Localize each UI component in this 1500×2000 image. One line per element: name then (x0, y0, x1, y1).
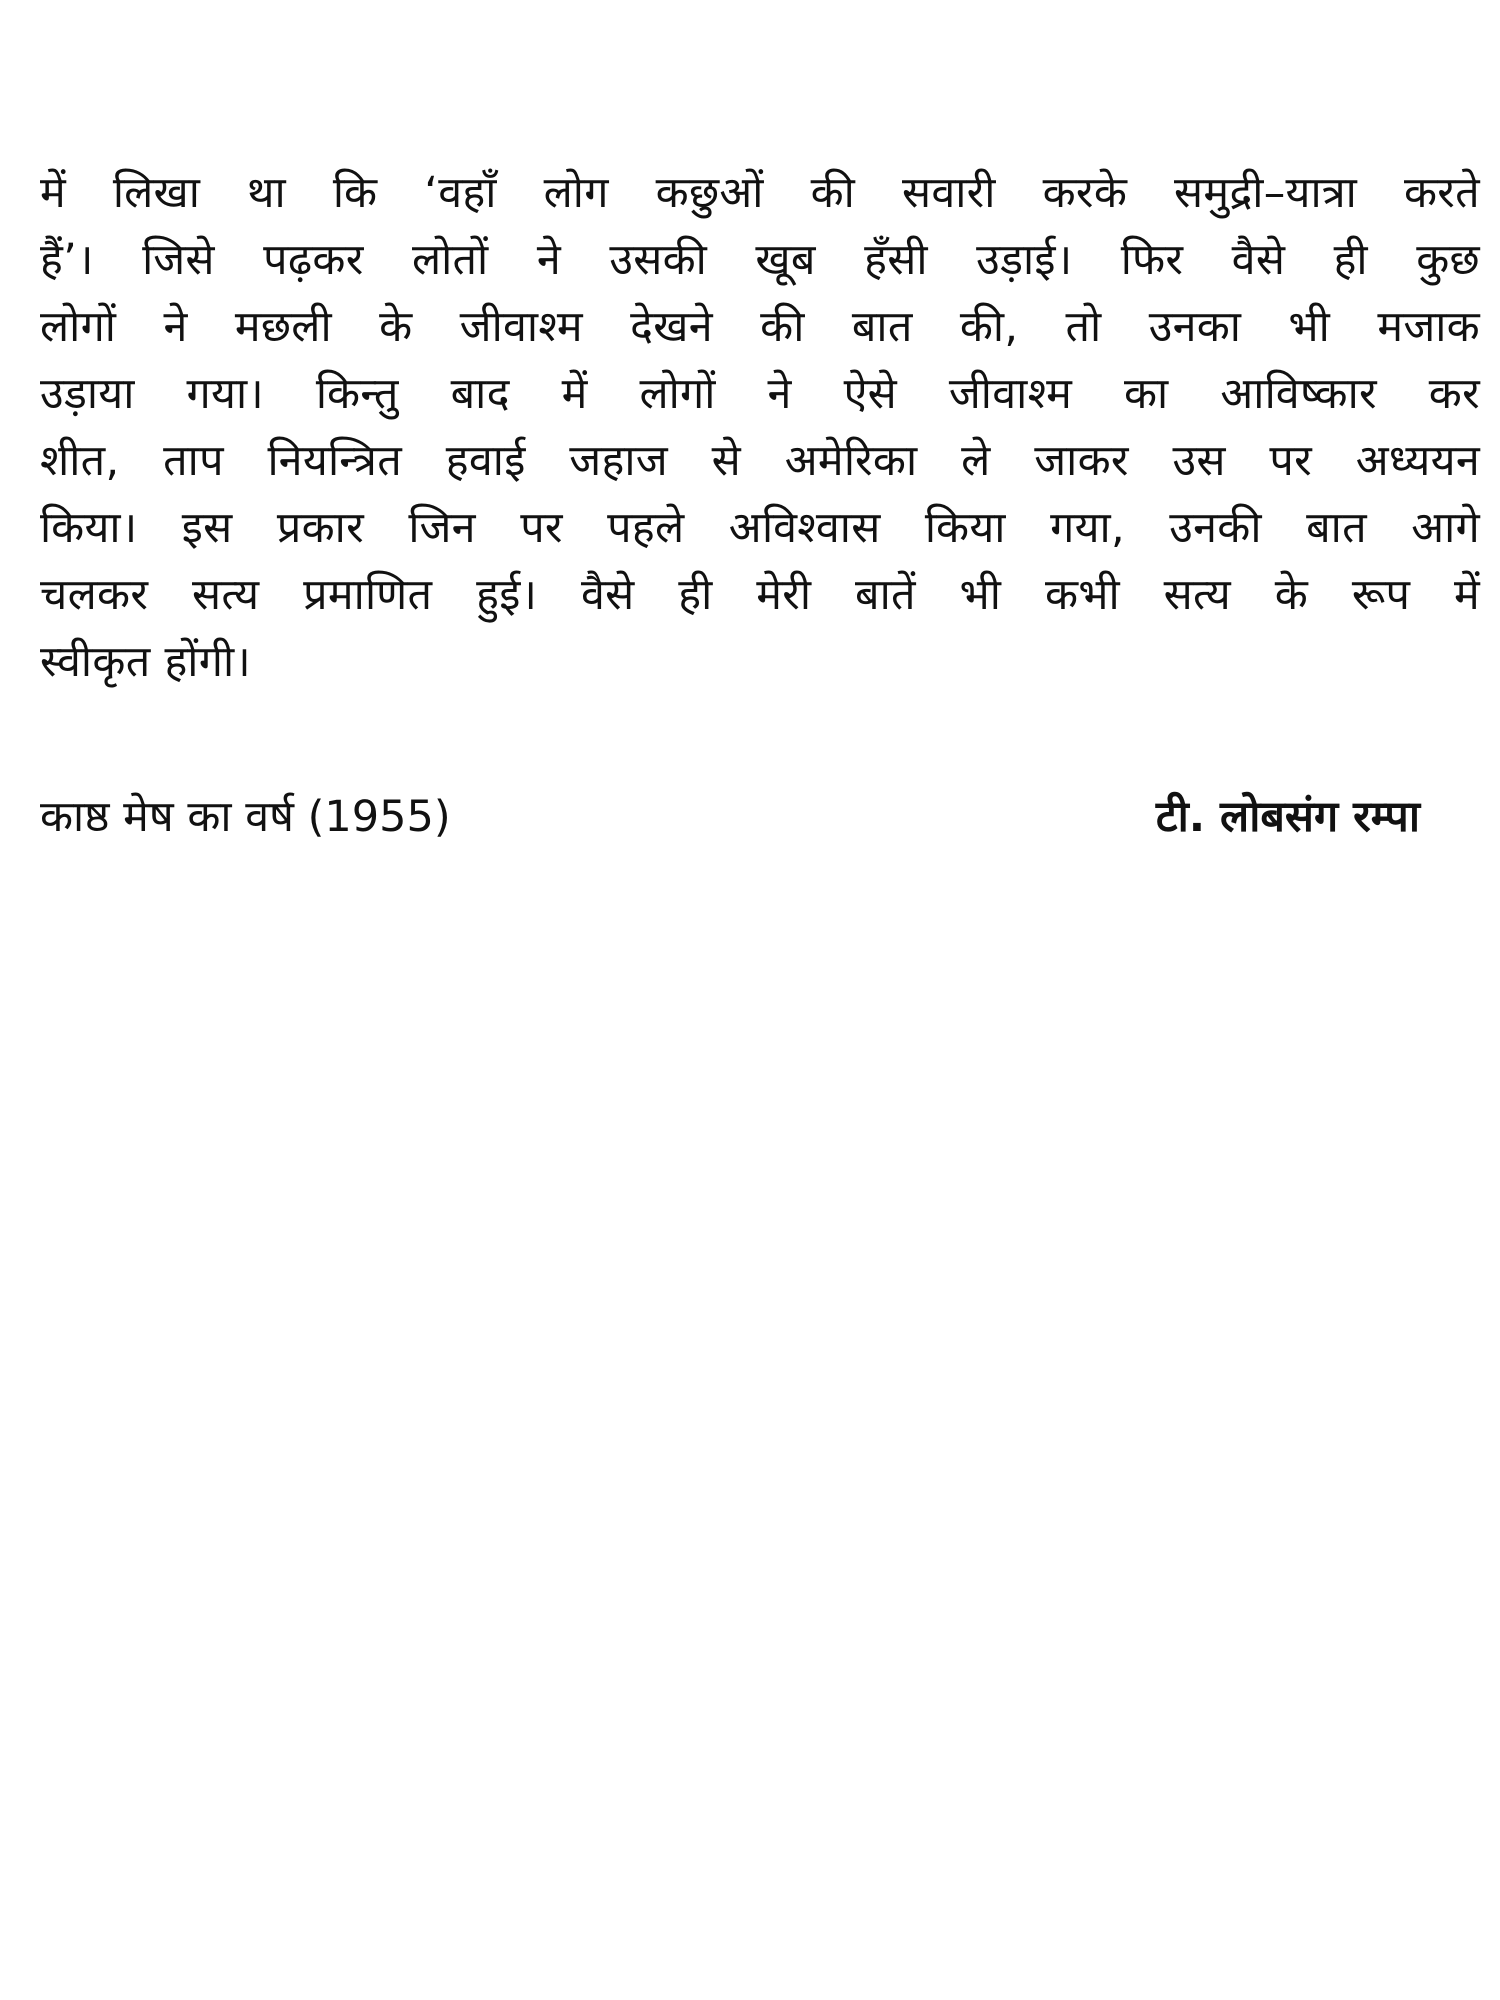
paragraph-line: शीत, ताप नियन्त्रित हवाई जहाज से अमेरिका ले जाकर उस पर अध्ययन (40, 436, 1480, 486)
paragraph-line: हैं’। जिसे पढ़कर लोतों ने उसकी खूब हँसी उड़ाई। फिर वैसे ही कुछ (40, 235, 1480, 285)
paragraph-line: स्वीकृत होंगी। (40, 637, 251, 687)
paragraph-line: किया। इस प्रकार जिन पर पहले अविश्वास किया गया, उनकी बात आगे (40, 503, 1480, 553)
date-line: काष्ठ मेष का वर्ष (1955) (40, 792, 451, 842)
paragraph-line: लोगों ने मछली के जीवाश्म देखने की बात की, तो उनका भी मजाक (40, 302, 1480, 352)
body-paragraph (40, 160, 1480, 696)
paragraph-line: उड़ाया गया। किन्तु बाद में लोगों ने ऐसे जीवाश्म का आविष्कार कर (40, 369, 1480, 419)
signoff (40, 785, 1420, 855)
author-name: टी. लोबसंग रम्पा (1155, 792, 1420, 842)
paragraph-line: चलकर सत्य प्रमाणित हुई। वैसे ही मेरी बातें भी कभी सत्य के रूप में (40, 570, 1480, 620)
paragraph-line: में लिखा था कि ‘वहाँ लोग कछुओं की सवारी करके समुद्री–यात्रा करते (40, 168, 1480, 218)
